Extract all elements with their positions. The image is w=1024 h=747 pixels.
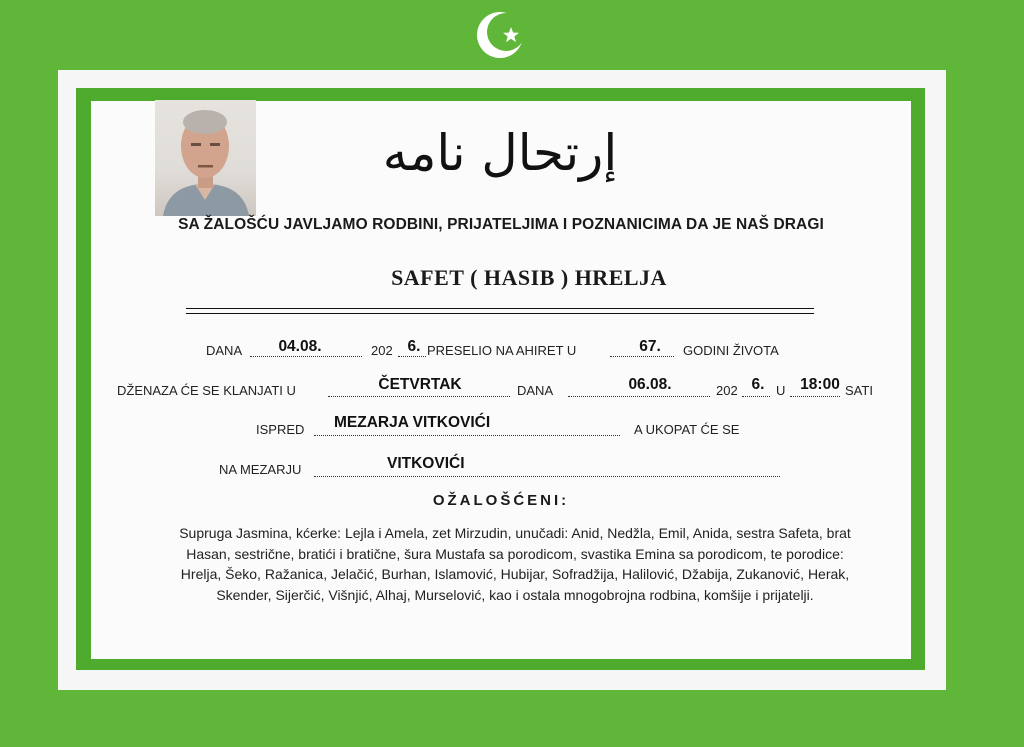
ispred-label: ISPRED xyxy=(256,422,305,437)
announcement-text: SA ŽALOŠĆU JAVLJAMO RODBINI, PRIJATELJIMA I POZNANICIMA DA JE NAŠ DRAGI xyxy=(178,216,824,233)
mourners-line: Supruga Jasmina, kćerke: Lejla i Amela, zet Mirzudin, unučadi: Anid, Nedžla, Emil, Anida, sestra Safeta, brat xyxy=(179,525,851,541)
funeral-date: 06.08. xyxy=(628,376,672,393)
cemetery-dots xyxy=(314,476,780,477)
funeral-year-digit: 6. xyxy=(751,376,765,393)
preselio-label: PRESELIO NA AHIRET U xyxy=(427,343,577,358)
ukopat-label: A UKOPAT ĆE SE xyxy=(634,422,740,437)
cemetery-name: VITKOVIĆI xyxy=(387,455,465,472)
funeral-time: 18:00 xyxy=(800,376,840,393)
year-prefix: 202 xyxy=(371,343,393,358)
time-dots xyxy=(790,396,840,397)
mourners-line: Hrelja, Šeko, Ražanica, Jelačić, Burhan, Islamović, Hubijar, Sofradžija, Halilović, Džabija, Zukanović, Herak, xyxy=(180,566,850,582)
mourners-line: Hasan, sestrične, bratići i bratične, šura Mustafa sa porodicom, svastika Emina sa porodicom, te porodice: xyxy=(186,545,844,562)
death-year-digit: 6. xyxy=(407,338,421,355)
deceased-name: SAFET ( HASIB ) HRELJA xyxy=(391,265,667,290)
sati-label: SATI xyxy=(845,383,873,398)
name-underline xyxy=(186,308,814,309)
dzenaza-label: DŽENAZA ĆE SE KLANJATI U xyxy=(117,383,296,398)
crescent-and-star-icon xyxy=(475,10,525,60)
year-prefix-2: 202 xyxy=(716,383,738,398)
funeral-place: MEZARJA VITKOVIĆI xyxy=(334,414,491,431)
mourners-title: OŽALOŠĆENI: xyxy=(432,492,570,509)
year-dots-2 xyxy=(742,396,770,397)
age-value: 67. xyxy=(639,338,661,355)
dana-label-2: DANA xyxy=(517,383,554,398)
year-dots xyxy=(398,356,426,357)
arabic-title: إرتحال نامه xyxy=(382,124,618,182)
place-dots xyxy=(314,435,620,436)
mourners-line: Skender, Sijerčić, Višnjić, Alhaj, Murselović, kao i ostala mnogobrojna rodbina, komšije i prijatelji. xyxy=(216,586,814,603)
death-date: 04.08. xyxy=(278,338,322,355)
date-dots xyxy=(250,356,362,357)
day-dots xyxy=(328,396,510,397)
age-dots xyxy=(610,356,674,357)
mourners-list xyxy=(120,523,910,605)
funeral-day: ČETVRTAK xyxy=(378,376,462,393)
u-label: U xyxy=(776,383,786,398)
dana-label: DANA xyxy=(206,343,243,358)
na-mezarju-label: NA MEZARJU xyxy=(219,462,302,477)
funeral-date-dots xyxy=(568,396,710,397)
name-underline-second xyxy=(186,313,814,314)
godini-label: GODINI ŽIVOTA xyxy=(683,343,779,358)
portrait-photo xyxy=(155,100,256,216)
